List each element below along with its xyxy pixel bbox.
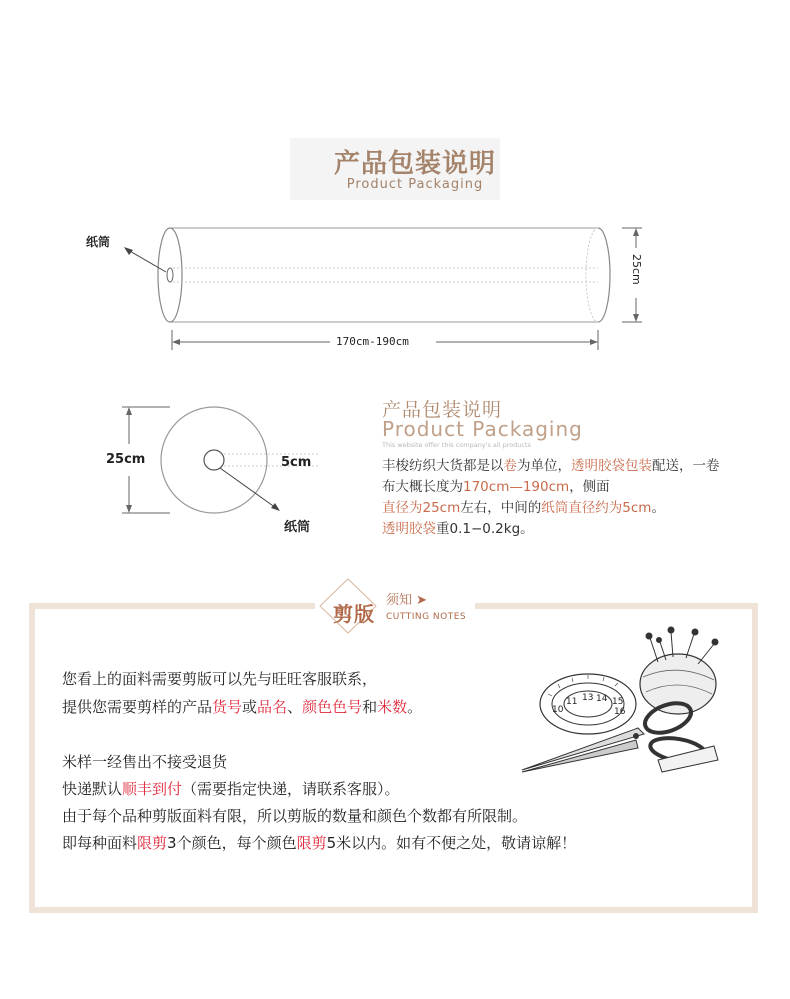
highlight: 透明胶袋 (382, 521, 436, 537)
core-diameter-label: 5cm (281, 455, 312, 470)
description-subtitle: Product Packaging (382, 417, 583, 441)
note-line-4 (62, 778, 400, 799)
note-line-3: 米样一经售出不接受退货 (62, 753, 228, 771)
highlight: 170cm—190cm (463, 479, 570, 495)
highlight: 纸筒直径约为5cm (541, 500, 652, 516)
text: 为单位， (517, 458, 571, 474)
notes-must-know: 须知 ➤ (386, 593, 428, 608)
fabric-roll-diagram (0, 0, 790, 360)
text: 即每种面料 (62, 834, 138, 852)
text: 快递默认 (62, 780, 123, 798)
text: 。 (407, 698, 423, 716)
text: 3个颜色，每个颜色 (167, 834, 297, 852)
description-line-3 (382, 519, 722, 540)
note-line-1: 您看上的面料需要剪版可以先与旺旺客服联系， (62, 670, 378, 688)
note-line-2 (62, 696, 422, 717)
highlight: 限剪 (137, 834, 168, 852)
page-subtitle: Product Packaging (346, 177, 484, 192)
text: （需要指定快递，请联系客服）。 (182, 780, 400, 798)
sewing-tools-illustration (518, 622, 728, 792)
description-body (382, 456, 722, 540)
text: 丰梭纺织大货都是以 (382, 458, 504, 474)
text: 5米以内。如有不便之处，敬请谅解！ (326, 834, 577, 852)
tape-number: 14 (596, 694, 608, 704)
description-line-2 (382, 498, 722, 519)
text: 左右，中间的 (460, 500, 542, 516)
text: 、 (287, 698, 303, 716)
note-line-6 (62, 832, 576, 853)
text: 。 (651, 500, 665, 516)
text: 配送，一卷布大概长度为 (382, 458, 720, 495)
length-label: 170cm-190cm (336, 335, 409, 348)
highlight: 直径为25cm (382, 500, 461, 516)
text: 或 (242, 698, 258, 716)
notes-subtitle: CUTTING NOTES (386, 612, 467, 622)
notes-title: 剪版 (333, 602, 375, 626)
highlight: 卷 (503, 458, 517, 474)
highlight: 颜色色号 (302, 698, 363, 716)
text: 重0.1−0.2kg。 (436, 521, 534, 537)
description-line-1 (382, 456, 722, 498)
tape-number: 16 (614, 707, 626, 717)
highlight: 顺丰到付 (122, 780, 183, 798)
diameter-label-vertical: 25cm (630, 254, 643, 285)
text: 提供您需要剪样的产品 (62, 698, 213, 716)
end-tube-label: 纸筒 (284, 520, 311, 535)
tube-label: 纸筒 (86, 235, 111, 249)
highlight: 品名 (257, 698, 288, 716)
tape-number: 15 (612, 697, 624, 707)
highlight: 透明胶袋包装 (571, 458, 652, 474)
tape-number: 13 (582, 693, 594, 703)
highlight: 米数 (377, 698, 408, 716)
end-diameter-label: 25cm (106, 452, 146, 467)
highlight: 限剪 (296, 834, 327, 852)
text: 和 (362, 698, 378, 716)
page-title: 产品包装说明 (333, 149, 496, 179)
description-title: 产品包装说明 (382, 399, 503, 421)
tape-number: 11 (566, 697, 578, 707)
description-tagline: This website offer this company's all products (382, 441, 531, 449)
highlight: 货号 (212, 698, 243, 716)
tape-number: 10 (552, 705, 564, 715)
text: ，侧面 (569, 479, 610, 495)
note-line-5: 由于每个品种剪版面料有限，所以剪版的数量和颜色个数都有所限制。 (62, 807, 528, 825)
